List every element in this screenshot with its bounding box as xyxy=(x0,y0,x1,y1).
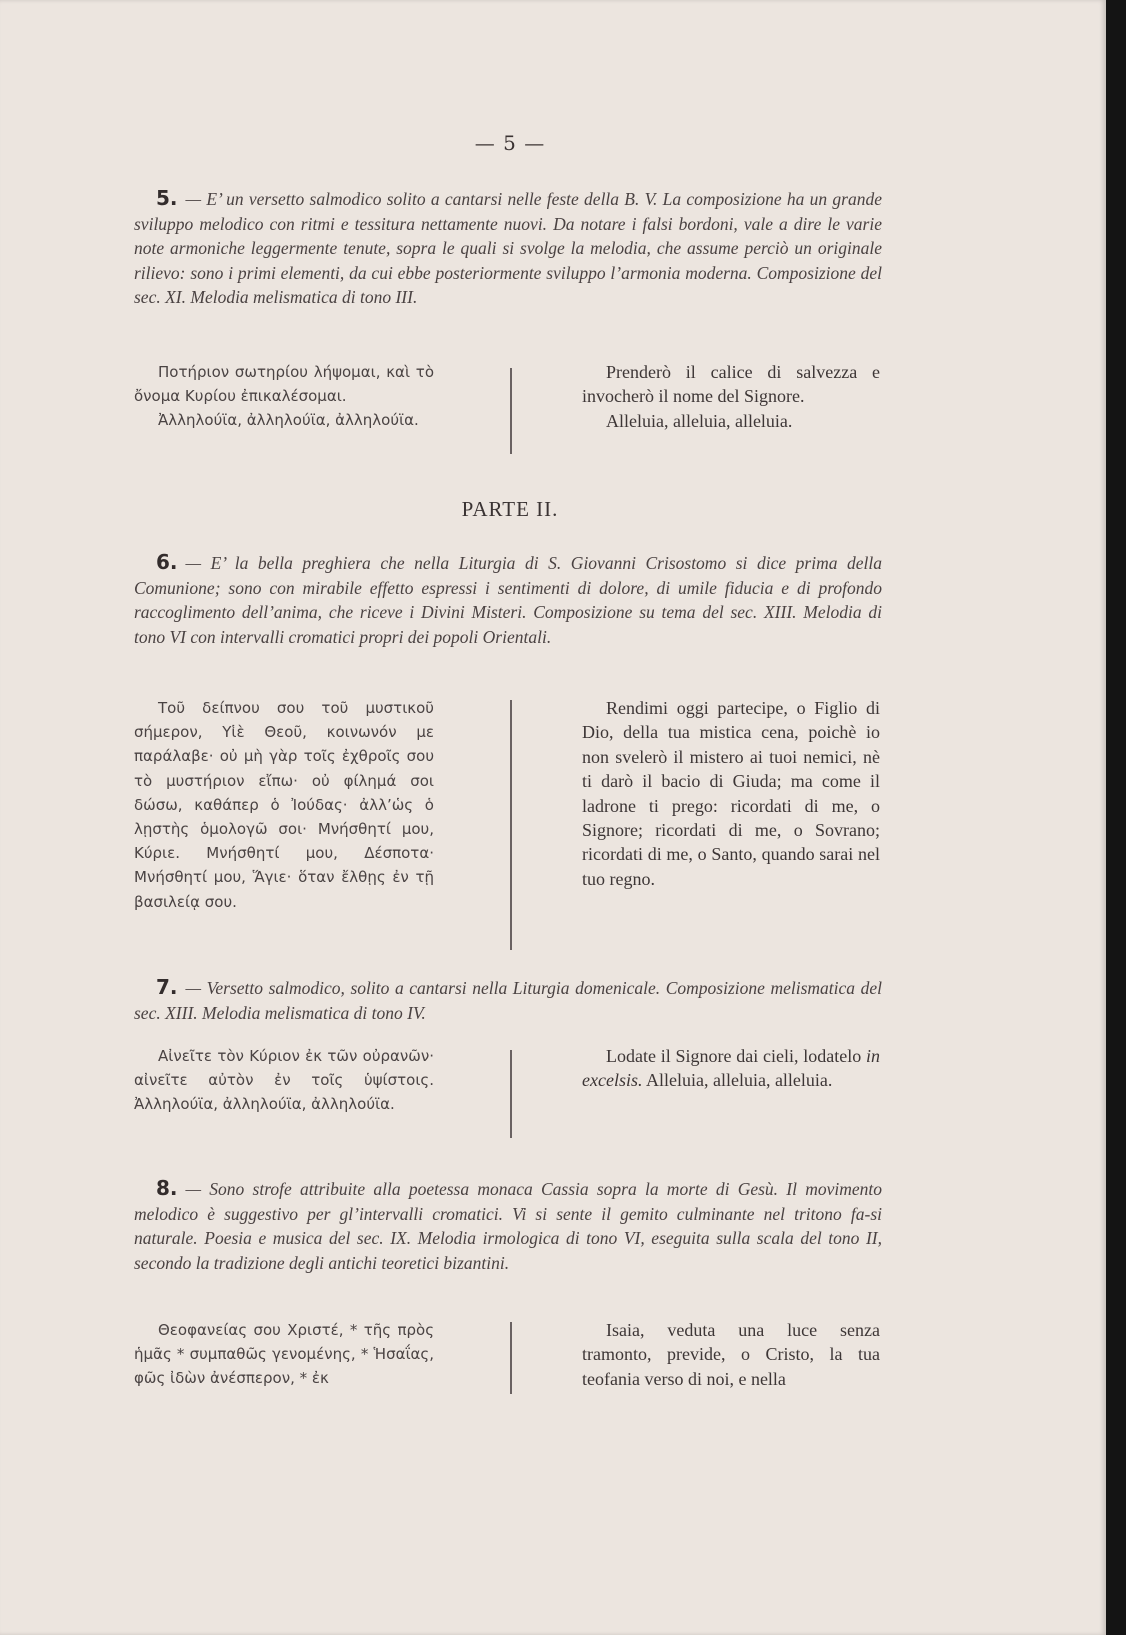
section-6-italian-text: Rendimi oggi partecipe, o Figlio di Dio, della tua mistica cena, poichè io non svelerò il mistero ai tuoi nemici, nè ti darò il bacio di Giuda; ma come il ladrone ti prego: ricordati di me, o Signore; ricordati di me, o Sovrano; ricordati di me, o Santo, quando sarai nel tuo regno. xyxy=(582,698,880,889)
section-7-text: — Versetto salmodico, solito a cantarsi nella Liturgia domenicale. Composizione melismatica del sec. XIII. Melodia melismatica di tono IV. xyxy=(134,978,882,1023)
section-7-italian-b: Alleluia, alleluia, alleluia. xyxy=(645,1070,833,1091)
column-divider xyxy=(510,368,512,454)
section-5-greek-line2: Ἀλληλούϊα, ἀλληλούϊα, ἀλληλούϊα. xyxy=(158,411,419,430)
section-6-italian xyxy=(582,696,880,891)
column-divider xyxy=(510,700,512,950)
section-6-intro xyxy=(134,550,882,649)
section-6-number: 6. xyxy=(156,550,178,574)
section-7-number: 7. xyxy=(156,975,178,999)
section-7-italian-a: Lodate il Signore dai cieli, lodatelo xyxy=(606,1046,862,1066)
section-7-greek xyxy=(134,1044,434,1117)
section-5-italian xyxy=(582,360,880,433)
section-8-italian-text: Isaia, veduta una luce senza tramonto, previde, o Cristo, la tua teofania verso di noi, e nella xyxy=(582,1320,880,1389)
column-divider xyxy=(510,1322,512,1394)
parte-heading: PARTE II. xyxy=(461,497,559,521)
section-8-greek-text: Θεοφανείας σου Χριστέ, * τῆς πρὸς ἡμᾶς * συμπαθῶς γενομένης, * Ἡσαΐας, φῶς ἰδὼν ἀνέσπερον, * ἐκ xyxy=(134,1321,434,1388)
section-5-greek-line1: Ποτήριον σωτηρίου λήψομαι, καὶ τὸ ὄνομα Κυρίου ἐπικαλέσομαι. xyxy=(134,363,434,406)
section-6-text: — E’ la bella preghiera che nella Liturgia di S. Giovanni Crisostomo si dice prima della Comunione; sono con mirabile effetto espressi i sentimenti di dolore, di umile fiducia e di profondo raccoglimento dell’anima, che riceve i Divini Misteri. Composizione su tema del sec. XIII. Melodia di tono VI con intervalli cromatici propri dei popoli Orientali. xyxy=(134,553,882,647)
scan-edge xyxy=(1106,0,1126,1635)
section-7-italian-text xyxy=(582,1044,880,1093)
section-8-greek xyxy=(134,1318,434,1391)
section-5-greek xyxy=(134,360,434,433)
section-8-italian xyxy=(582,1318,880,1391)
section-8-number: 8. xyxy=(156,1176,178,1200)
section-6-greek-text: Τοῦ δείπνου σου τοῦ μυστικοῦ σήμερον, Υἱὲ Θεοῦ, κοινωνόν με παράλαβε· οὐ μὴ γὰρ τοῖς ἐχθροῖς σου τὸ μυστήριον εἴπω· οὐ φίλημά σοι δώσω, καθάπερ ὁ Ἰούδας· ἀλλ’ὡς ὁ λῃστὴς ὁμολογῶ σοι· Μνήσθητί μου, Κύριε. Μνήσθητί μου, Δέσποτα· Μνήσθητί μου, Ἅγιε· ὅταν ἔλθῃς ἐν τῇ βασιλείᾳ σου. xyxy=(134,699,434,911)
section-7-greek-text: Αἰνεῖτε τὸν Κύριον ἐκ τῶν οὐρανῶν· αἰνεῖτε αὐτὸν ἐν τοῖς ὑψίστοις. Ἀλληλούϊα, ἀλληλούϊα, ἀλληλούϊα. xyxy=(134,1047,434,1114)
section-8-text: — Sono strofe attribuite alla poetessa monaca Cassia sopra la morte di Gesù. Il movimento melodico è suggestivo per gl’intervalli cromatici. Vi si sente il gemito culminante nel tritono fa-si naturale. Poesia e musica del sec. IX. Melodia irmologica di tono VI, eseguita sulla scala del tono II, secondo la tradizione degli antichi teoretici bizantini. xyxy=(134,1179,882,1273)
section-5-intro xyxy=(134,186,882,310)
section-7-italian xyxy=(582,1044,880,1093)
column-divider xyxy=(510,1050,512,1138)
section-7-italian-em: in excelsis. xyxy=(582,1046,880,1091)
section-6-greek xyxy=(134,696,434,914)
page-number: — 5 — xyxy=(474,131,546,155)
section-5-italian-line1: Prenderò il calice di salvezza e invocherò il nome del Signore. xyxy=(582,362,880,407)
section-8-intro xyxy=(134,1176,882,1275)
section-7-intro xyxy=(134,975,882,1025)
section-5-text: — E’ un versetto salmodico solito a cantarsi nelle feste della B. V. La composizione ha un grande sviluppo melodico con ritmi e tessitura nettamente nuovi. Da notare i falsi bordoni, vale a dire le varie note armoniche leggermente tenute, sopra le quali si svolge la melodia, che assume perciò un originale rilievo: sono i primi elementi, da cui ebbe posteriormente sviluppo l’armonia moderna. Composizione del sec. XI. Melodia melismatica di tono III. xyxy=(134,189,882,308)
section-5-italian-line2: Alleluia, alleluia, alleluia. xyxy=(606,410,793,431)
section-5-number: 5. xyxy=(156,186,178,210)
